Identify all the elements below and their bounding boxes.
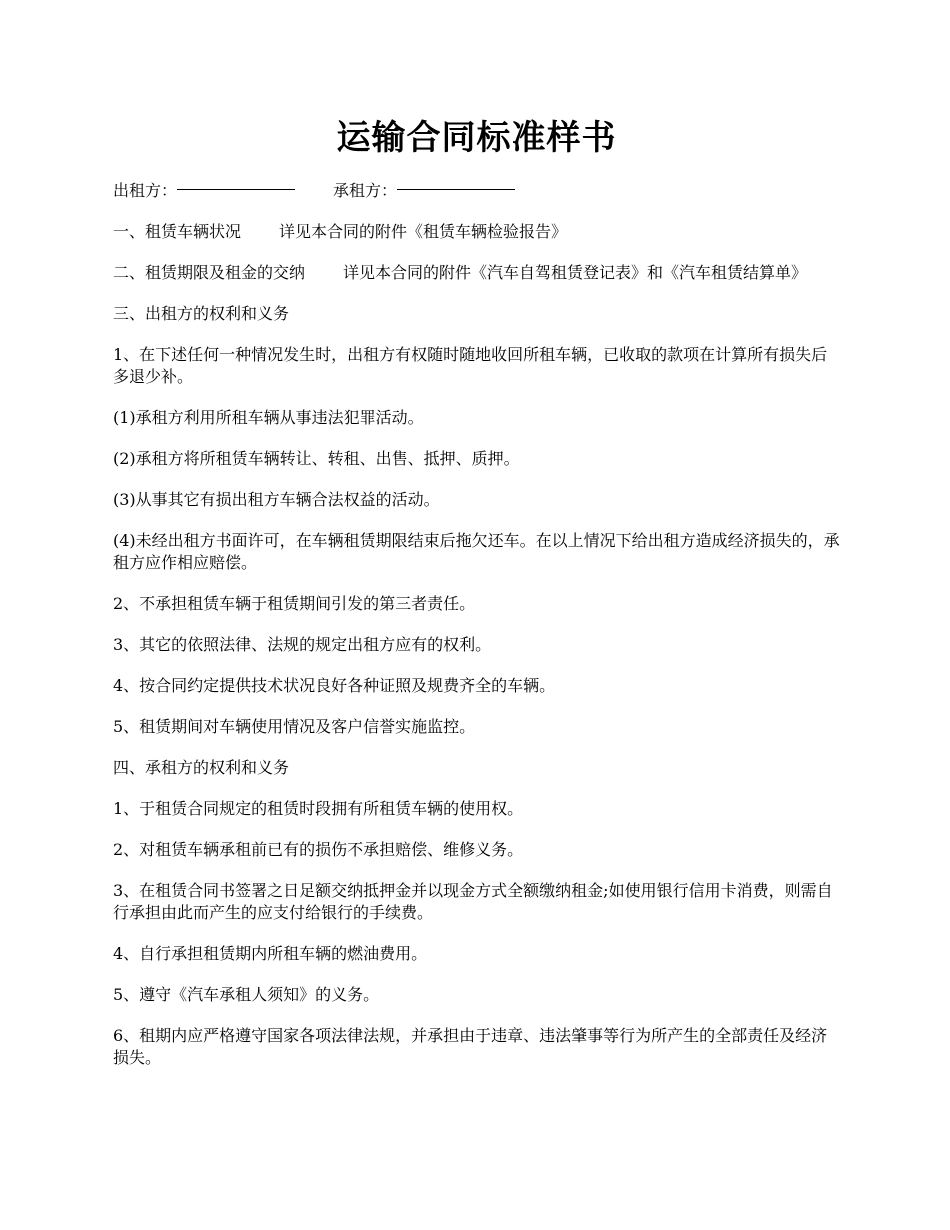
paragraph: 5、租赁期间对车辆使用情况及客户信誉实施监控。 [113, 717, 476, 736]
paragraph: 3、其它的依照法律、法规的规定出租方应有的权利。 [113, 635, 492, 654]
section-vehicle-condition [113, 221, 840, 243]
section-text: 详见本合同的附件《租赁车辆检验报告》 [279, 222, 568, 241]
paragraph: 4、自行承担租赁期内所租车辆的燃油费用。 [113, 944, 428, 963]
section-heading: 二、租赁期限及租金的交纳 [113, 263, 306, 282]
paragraph: (1)承租方利用所租车辆从事违法犯罪活动。 [113, 408, 424, 427]
paragraph: 4、按合同约定提供技术状况良好各种证照及规费齐全的车辆。 [113, 676, 556, 695]
paragraph: 6、租期内应严格遵守国家各项法律法规，并承担由于违章、违法肇事等行为所产生的全部责任及经济损失。 [113, 1026, 828, 1067]
parties-line [113, 180, 840, 202]
paragraph: 3、在租赁合同书签署之日足额交纳抵押金并以现金方式全额缴纳租金;如使用银行信用卡消费，则需自行承担由此而产生的应支付给银行的手续费。 [113, 881, 833, 922]
lessor-blank [177, 189, 295, 190]
section-text: 详见本合同的附件《汽车自驾租赁登记表》和《汽车租赁结算单》 [343, 263, 808, 282]
paragraph: 1、于租赁合同规定的租赁时段拥有所租赁车辆的使用权。 [113, 799, 524, 818]
document-title: 运输合同标准样书 [336, 118, 617, 158]
paragraph: 三、出租方的权利和义务 [113, 304, 290, 323]
section-lease-term [113, 262, 840, 284]
lessor-label: 出租方： [113, 181, 178, 200]
lessee-blank [397, 189, 515, 190]
paragraph: (4)未经出租方书面许可，在车辆租赁期限结束后拖欠还车。在以上情况下给出租方造成经济损失的，承租方应作相应赔偿。 [113, 531, 840, 572]
paragraph: (3)从事其它有损出租方车辆合法权益的活动。 [113, 490, 440, 509]
document-page [113, 0, 840, 1069]
lessee-label: 承租方： [333, 181, 398, 200]
section-heading: 一、租赁车辆状况 [113, 222, 242, 241]
paragraph: 四、承租方的权利和义务 [113, 758, 290, 777]
paragraph: 1、在下述任何一种情况发生时，出租方有权随时随地收回所租车辆，已收取的款项在计算所有损失后多退少补。 [113, 345, 828, 386]
paragraph: 2、对租赁车辆承租前已有的损伤不承担赔偿、维修义务。 [113, 840, 524, 859]
paragraph: 2、不承担租赁车辆于租赁期间引发的第三者责任。 [113, 594, 476, 613]
paragraph: (2)承租方将所租赁车辆转让、转租、出售、抵押、质押。 [113, 449, 520, 468]
paragraph: 5、遵守《汽车承租人须知》的义务。 [113, 985, 380, 1004]
